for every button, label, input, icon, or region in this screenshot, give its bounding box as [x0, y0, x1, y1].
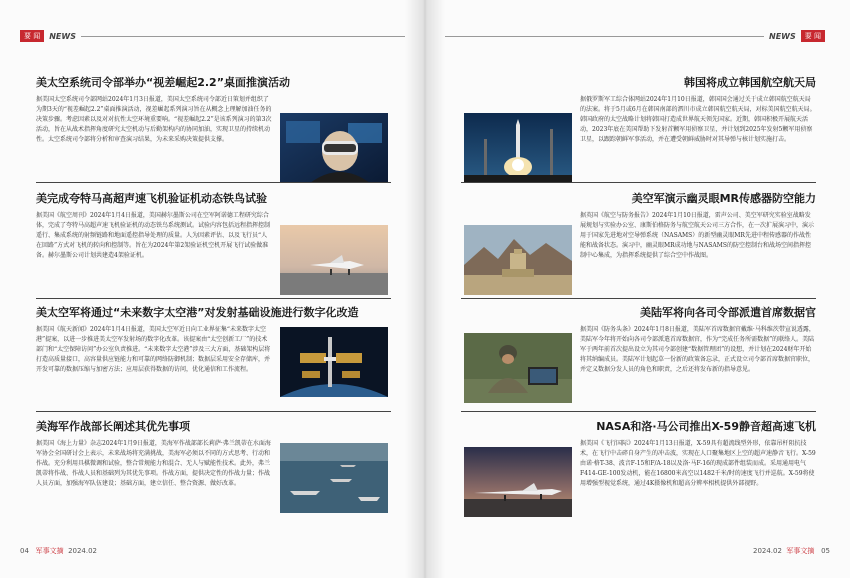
article-divider — [461, 298, 816, 299]
left-footer — [20, 546, 97, 556]
rocket-launch-image — [464, 113, 572, 183]
article — [36, 306, 391, 411]
article-divider — [36, 182, 391, 183]
article-divider — [461, 182, 816, 183]
soldier-laptop-image — [464, 333, 572, 403]
article — [36, 420, 391, 525]
article-divider — [36, 411, 391, 412]
header-rule — [81, 36, 405, 37]
article-title: 美太空军将通过“未来数字太空港”对发射基础设施进行数字化改造 — [36, 306, 359, 319]
article — [36, 192, 391, 297]
article-title: 美太空系统司令部举办“视差崛起2.2”桌面推演活动 — [36, 76, 290, 89]
page-number: 05 — [821, 547, 830, 555]
space-station-image — [280, 327, 388, 397]
article — [461, 76, 816, 183]
section-tag: 要 闻 — [20, 30, 44, 42]
section-label: NEWS — [769, 31, 796, 41]
issue-date: 2024.02 — [752, 547, 782, 555]
article-body: 据美国太空系统司令部网站2024年1月3日报道，美国太空系统司令部近日策划并组织了为期3天的“视差崛起2.2”桌面推演活动，视差崛起系列演习旨在从概念上理解加油任务的决策步骤。考虑因素以及对对抗性太空环境重要响。“视差崛起2.2”是该系列演习的第3次活动，旨在从战术指挥角度研究太空机动与后勤架构内的协同加油，实现卫星的持续机动性。太空系统司令部将分析和审查演习结果，为未来采购决策提供支撑。 — [36, 96, 272, 143]
article — [461, 306, 816, 411]
page-number: 04 — [20, 547, 29, 555]
article-title: 美陆军将向各司令部派遣首席数据官 — [640, 306, 816, 319]
hypersonic-aircraft-image — [280, 225, 388, 295]
article-divider — [36, 298, 391, 299]
radar-sensor-image — [464, 225, 572, 295]
article-body: 据美国《防务头条》2024年1月8日报道，美陆军首席数据官戴维·马科维茨带宣说透露，美陆军今年将开始向各司令部派遣首席数据官，作为“完成任务所需数据”的联络人。美陆军于两年前首次提出设立为其司令部创建“数据管理团”的设想，并计划在2024财年开始将其纳编成员。美陆军计划起草一份新的政策备忘录，正式设立司令部首席数据官职位，并定义数据分发人员的角色和职责，之后还将发布新的指导意见。 — [580, 326, 815, 373]
article-title: 美完成夸特马高超声速飞机验证机动态铁鸟试验 — [36, 192, 267, 205]
article-body: 据俄罗斯军工综合体网站2024年1月10日报道，韩国国会通过关于成立韩国航空航天局的法案。将于5月或6月在韩国南部的泗川市成立韩国航空航天局，对标美国航空航天局。韩国政府的太空战略计划将韩国打造成世界航天领先国家。近期，韩国积极开展航天活动，2023年底在美国帮助下发射首颗军用侦察卫星，并计划到2025年发射5颗军用侦察卫星，以跟踪朝鲜军事活动，并在遭受朝鲜威胁时对其导弹与核计划实施打击。 — [580, 96, 816, 143]
article-title: 韩国将成立韩国航空航天局 — [684, 76, 816, 89]
x59-aircraft-image — [464, 447, 572, 517]
article-body: 据英国《航空与防务报告》2024年1月10日报道，雷声公司、美空军研究实验室战略发展规划与实验办公室、康斯伯格防务与航空航天公司三方合作，在一次扩展演习中，演示用于国家先进地对空导弹系统（NASAMS）的新型幽灵眼MR先进中程传感器的作战性能和战备状态。演习中，幽灵眼MR成功地与NASAMS的防空控制台和战场空间指挥控制中心集成，为指挥系统提供了综合空中作战图。 — [580, 212, 815, 259]
article-body: 据美国《飞行国际》2024年1月13日报道，X-59具有超流线型外形，依靠吊杆阻抗技术，在飞行中击碎自身产生的冲击波，实现在人口聚集地区上空的超声速静音飞行。X-59由诺·格T-38、波音F-15和F/A-18以及洛·马F-16的现成部件组装而成。采用通用电气F414-GE-100发动机，能在16800米高空以1482千米/时的速度飞行并巡航。X-59将使用增强型视觉系统，通过4K摄像机和超高分辨率相机提供外部视野。 — [580, 440, 816, 487]
article-title: NASA和洛·马公司推出X-59静音超高速飞机 — [596, 420, 816, 433]
section-label: NEWS — [49, 31, 76, 41]
article-title: 美空军演示幽灵眼MR传感器防空能力 — [631, 192, 816, 205]
article — [461, 420, 816, 525]
article-body: 据美国《航天新闻》2024年1月4日报道，美国太空军近日向工业界征集“未来数字太空港”提案，以进一步推进美太空军发射场的数字化改革。该提案由“太空创新工厂”的技术部门和“太空保障访问”办公室负责推进。“未来数字太空港”涉及三大方面，基础架构层将打造高质量接口，高容量供应链能力和可靠的网络防御机制；数据层采用安全存储库，并开发可靠的数据压缩与加密方法；应用层获得数据的访问，优化通信和工作流程。 — [36, 326, 271, 373]
vr-headset-operator-image — [280, 113, 388, 183]
article-body: 据美国《航空周刊》2024年1月4日报道，美国赫尔墨斯公司在空军阿诺德工程研究综合体，完成了夸特马高超声速飞机验证机的动态铁鸟系统测试。试验内容包括远程指挥控制遥行、集成系统的射频链路和地面遥控指导处理的质量。人为因素评估、以及飞行员“人在回路”方式对飞机的转向和控制等。旨在为2024年第2架验证机空机开展飞行试验做准备。赫尔墨斯公司计划共建造4架验证机。 — [36, 212, 271, 259]
magazine-brand: 军事文摘 — [35, 547, 64, 555]
left-header — [20, 28, 405, 44]
article — [461, 192, 816, 297]
article — [36, 76, 391, 183]
magazine-brand: 军事文摘 — [786, 547, 815, 555]
article-body: 据美国《海上力量》杂志2024年1月9日报道，美海军作战部部长莉萨·弗兰凯蒂在水面海军协会全国研讨会上表示，未来战场将充满挑战，美海军必须以不同的方式思考、行动和作战。充分利用具棋微调和试验，整合常规能力和混合、无人与赋能性技术。此外，弗兰凯蒂将作战、作战人员和基础列为其优先事项。作战方面，提供决定性的作战力量；作战人员方面，加强海军队伍建设；基础方面，建立信任、整合资源、做好改革。 — [36, 440, 271, 487]
right-header — [445, 28, 825, 44]
right-footer — [753, 546, 830, 556]
article-title: 美海军作战部长阐述其优先事项 — [36, 420, 190, 433]
right-page — [425, 0, 850, 578]
article-divider — [461, 411, 816, 412]
header-rule — [445, 36, 764, 37]
naval-fleet-image — [280, 443, 388, 513]
issue-date: 2024.02 — [68, 547, 98, 555]
section-tag: 要 闻 — [801, 30, 825, 42]
